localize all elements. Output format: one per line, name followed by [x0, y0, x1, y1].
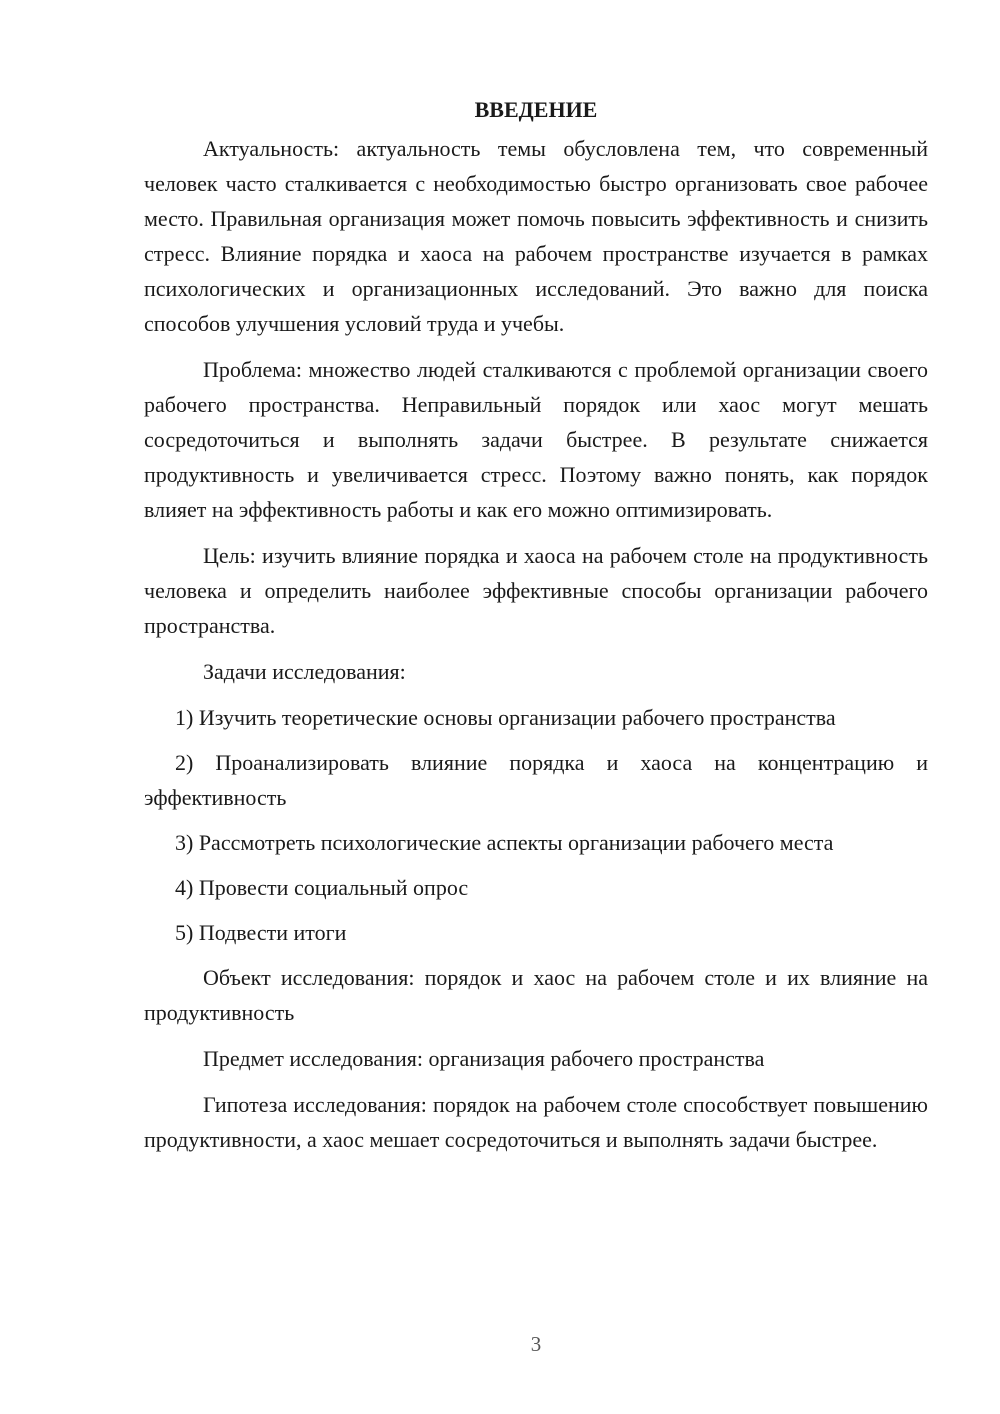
task-item: 1) Изучить теоретические основы организации рабочего пространства	[175, 705, 836, 730]
task-item: 5) Подвести итоги	[175, 920, 347, 945]
problem-paragraph: Проблема: множество людей сталкиваются с проблемой организации своего рабочего пространства. Неправильный порядок или хаос могут мешать сосредоточиться и выполнять задачи быстрее. В результате снижается продуктивность и увеличивается стресс. Поэтому важно понять, как порядок влияет на эффективность работы и как его можно оптимизировать.	[144, 357, 928, 522]
relevance-paragraph: Актуальность: актуальность темы обусловлена тем, что современный человек часто сталкивается с необходимостью быстро организовать свое рабочее место. Правильная организация может помочь повысить эффективность и снизить стресс. Влияние порядка и хаоса на рабочем пространстве изучается в рамках психологических и организационных исследований. Это важно для поиска способов улучшения условий труда и учебы.	[144, 136, 928, 336]
page-title: ВВЕДЕНИЕ	[474, 97, 598, 122]
object-paragraph: Объект исследования: порядок и хаос на рабочем столе и их влияние на продуктивность	[144, 965, 928, 1025]
page-number: 3	[530, 1332, 542, 1356]
tasks-list	[144, 700, 928, 950]
task-item: 4) Провести социальный опрос	[175, 875, 469, 900]
task-item: 2) Проанализировать влияние порядка и хаоса на концентрацию и эффективность	[144, 750, 928, 810]
subject-paragraph: Предмет исследования: организация рабочего пространства	[203, 1046, 765, 1071]
hypothesis-paragraph: Гипотеза исследования: порядок на рабочем столе способствует повышению продуктивности, а хаос мешает сосредоточиться и выполнять задачи быстрее.	[144, 1092, 928, 1152]
goal-paragraph: Цель: изучить влияние порядка и хаоса на рабочем столе на продуктивность человека и определить наиболее эффективные способы организации рабочего пространства.	[144, 543, 928, 638]
document-body	[144, 92, 928, 1168]
task-item: 3) Рассмотреть психологические аспекты организации рабочего места	[175, 830, 834, 855]
tasks-heading: Задачи исследования:	[203, 659, 406, 684]
